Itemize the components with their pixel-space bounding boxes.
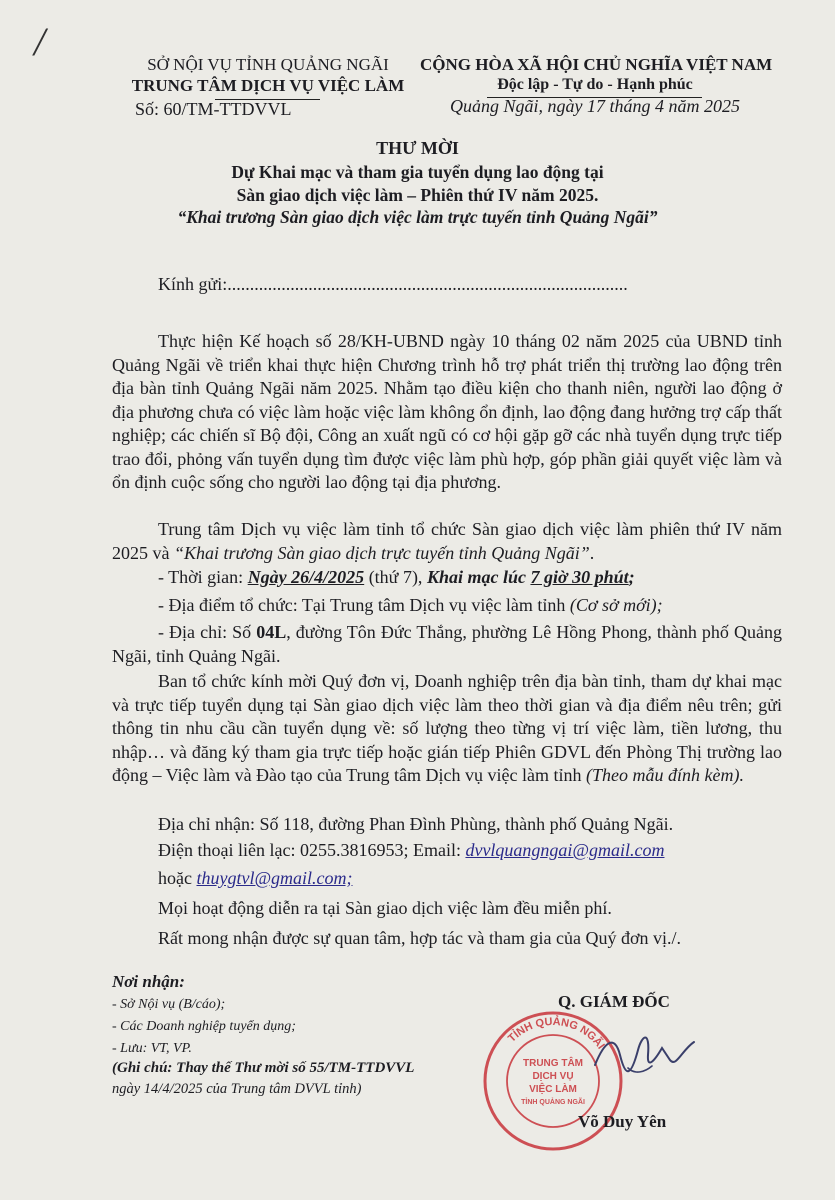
free-note: Mọi hoạt động diễn ra tại Sàn giao dịch việc làm đều miễn phí. bbox=[158, 898, 612, 918]
signer-role: Q. GIÁM ĐỐC bbox=[558, 992, 670, 1011]
event-address bbox=[112, 621, 782, 668]
invitation-form-note: (Theo mẫu đính kèm). bbox=[586, 765, 744, 785]
date-line: Quảng Ngãi, ngày 17 tháng 4 năm 2025 bbox=[450, 96, 740, 116]
event-time bbox=[112, 566, 782, 590]
organize-end: . bbox=[589, 542, 595, 563]
open-prefix: Khai mạc lúc bbox=[426, 567, 531, 587]
recipient-item: - Các Doanh nghiệp tuyển dụng; bbox=[112, 1019, 296, 1034]
event-weekday: (thứ 7), bbox=[364, 567, 427, 587]
open-hour: 7 giờ 30 phút bbox=[530, 567, 629, 587]
paragraph-plan-text: Thực hiện Kế hoạch số 28/KH-UBND ngày 10 tháng 02 năm 2025 của UBND tỉnh Quảng Ngãi về triển khai thực hiện Chương trình hỗ trợ phát triển thị trường lao động trên địa bàn tỉnh Quảng Ngãi năm 2025. Nhằm tạo điều kiện cho thanh niên, người lao động ở địa phương chưa có việc làm hoặc việc làm không ổn định, lao động đang hưởng trợ cấp thất nghiệp; các chiến sĩ Bộ đội, Công an xuất ngũ có cơ hội gặp gỡ các nhà tuyển dụng trực tiếp trao đổi, phỏng vấn tuyển dụng tìm được việc làm phù hợp, góp phần giải quyết việc làm và ổn định cuộc sống cho người lao động tại địa phương. bbox=[112, 331, 782, 492]
invitation-text: Ban tổ chức kính mời Quý đơn vị, Doanh nghiệp trên địa bàn tỉnh, tham dự khai mạc và trực tiếp tuyển dụng tại Sàn giao dịch việc làm theo thời gian và địa điểm nêu trên; gửi thông tin nhu cầu cần tuyển dụng về: số lượng theo từng vị trí việc làm, tiền lương, thu nhập… và đăng ký tham gia trực tiếp hoặc gián tiếp Phiên GDVL đến Phòng Thị trường lao động – Việc làm và Đào tạo của Trung tâm Dịch vụ việc làm tỉnh bbox=[112, 671, 782, 785]
closing-line: Rất mong nhận được sự quan tâm, hợp tác và tham gia của Quý đơn vị./. bbox=[158, 928, 681, 948]
organize-event-name: “Khai trương Sàn giao dịch trực tuyến tỉnh Quảng Ngãi” bbox=[174, 542, 590, 563]
contact-prefix: Điện thoại liên lạc: 0255.3816953; Email: bbox=[158, 840, 466, 860]
paragraph-invitation bbox=[112, 670, 782, 788]
address-number: 04L bbox=[256, 622, 287, 642]
paragraph-plan bbox=[112, 330, 782, 495]
stamp-line-3: VIỆC LÀM bbox=[529, 1084, 577, 1095]
event-venue bbox=[112, 594, 782, 618]
recipients-title: Nơi nhận: bbox=[112, 972, 185, 991]
recipient-item: - Lưu: VT, VP. bbox=[112, 1041, 192, 1056]
or-prefix: hoặc bbox=[158, 868, 197, 888]
doc-number: Số: 60/TM-TTDVVL bbox=[135, 99, 292, 119]
contact-line bbox=[158, 838, 664, 862]
event-date: Ngày 26/4/2025 bbox=[247, 567, 365, 587]
title-line-3: “Khai trương Sàn giao dịch việc làm trực tuyến tỉnh Quảng Ngãi” bbox=[177, 207, 658, 227]
agency-parent: SỞ NỘI VỤ TỈNH QUẢNG NGÃI bbox=[147, 55, 389, 74]
margin-mark: / bbox=[34, 19, 46, 64]
agency-name: TRUNG TÂM DỊCH VỤ VIỆC LÀM bbox=[131, 76, 405, 95]
replacement-note-2: ngày 14/4/2025 của Trung tâm DVVL tỉnh) bbox=[112, 1081, 362, 1097]
handwritten-signature bbox=[590, 1020, 700, 1090]
title-line-1: Dự Khai mạc và tham gia tuyển dụng lao động tại bbox=[231, 162, 604, 182]
receive-address: Địa chỉ nhận: Số 118, đường Phan Đình Phùng, thành phố Quảng Ngãi. bbox=[158, 814, 674, 834]
contact-line-2 bbox=[158, 866, 353, 890]
paragraph-organize bbox=[112, 518, 782, 565]
open-suffix: ; bbox=[628, 567, 635, 587]
document-title: THƯ MỜI bbox=[376, 138, 459, 158]
address-rest: , đường Tôn Đức Thắng, phường Lê Hồng Phong, thành phố Quảng Ngãi, tỉnh Quảng Ngãi. bbox=[112, 622, 782, 666]
stamp-line-2: DỊCH VỤ bbox=[532, 1071, 574, 1082]
time-label: - Thời gian: bbox=[158, 567, 248, 587]
stamp-ring-text: TỈNH QUẢNG NGÃI bbox=[505, 1015, 607, 1052]
venue-note: (Cơ sở mới); bbox=[569, 595, 663, 615]
nation-title: CỘNG HÒA XÃ HỘI CHỦ NGHĨA VIỆT NAM bbox=[420, 55, 773, 74]
address-label: - Địa chỉ: Số bbox=[158, 622, 257, 642]
signer-name: Võ Duy Yên bbox=[578, 1112, 667, 1131]
venue-label: - Địa điểm tổ chức: Tại Trung tâm Dịch vụ việc làm tỉnh bbox=[158, 595, 570, 615]
email-link-primary[interactable]: dvvlquangngai@gmail.com bbox=[465, 840, 665, 860]
title-line-2: Sàn giao dịch việc làm – Phiên thứ IV năm 2025. bbox=[236, 185, 599, 205]
stamp-line-1: TRUNG TÂM bbox=[523, 1058, 583, 1069]
recipient-item: - Sở Nội vụ (B/cáo); bbox=[112, 997, 226, 1012]
nation-motto: Độc lập - Tự do - Hạnh phúc bbox=[497, 76, 693, 93]
organize-text: Trung tâm Dịch vụ việc làm tỉnh tổ chức Sàn giao dịch việc làm phiên thứ IV năm 2025 và bbox=[112, 519, 782, 563]
greeting: Kính gửi:......................................................................................... bbox=[158, 274, 628, 294]
email-link-secondary[interactable]: thuygtvl@gmail.com; bbox=[196, 868, 353, 888]
replacement-note: (Ghi chú: Thay thế Thư mời số 55/TM-TTDVVL bbox=[112, 1060, 415, 1076]
stamp-line-4: TỈNH QUẢNG NGÃI bbox=[521, 1099, 585, 1106]
